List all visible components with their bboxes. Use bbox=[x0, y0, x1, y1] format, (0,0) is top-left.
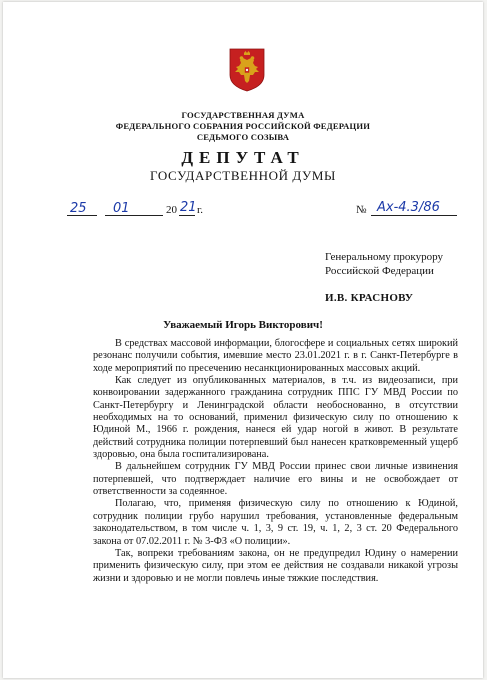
paragraph: В средствах массовой информации, блогосфере и социальных сетях широкий резонанс получили события, имевшие место 23.01.2021 г. в г. Санкт-Петербурге в ходе мероприятий по пресечению несанкционированных массовых акций. bbox=[93, 338, 458, 374]
number-label: № bbox=[356, 204, 367, 216]
date-year-unit: г. bbox=[197, 204, 204, 216]
letterhead-title: ДЕПУТАТ bbox=[181, 148, 305, 167]
recipient-title-line2: Российской Федерации bbox=[325, 265, 434, 277]
letter-body bbox=[93, 338, 458, 585]
letterhead-subtitle: ГОСУДАРСТВЕННОЙ ДУМЫ bbox=[150, 168, 336, 183]
paragraph: Как следует из опубликованных материалов, в т.ч. из видеозаписи, при конвоировании задержанного гражданина сотрудник ППС ГУ МВД России по Санкт-Петербургу и Ленинградской области необоснованно, в отсутствии необходимых на то оснований, применил физическую силу по отношению к Юдиной М., 1966 г. рождения, нанеся ей удар ногой в живот. В результате действий сотрудника полиции потерпевший был нанесен кратковременный ущерб здоровью, она была госпитализирована. bbox=[93, 375, 458, 461]
recipient-title-line1: Генеральному прокурору bbox=[325, 251, 443, 263]
russian-coat-of-arms-icon bbox=[229, 48, 265, 92]
recipient-name: И.В. КРАСНОВУ bbox=[325, 292, 414, 304]
date-year-prefix: 20 bbox=[166, 204, 177, 216]
salutation: Уважаемый Игорь Викторович! bbox=[163, 319, 323, 331]
date-day: 25 bbox=[70, 201, 87, 216]
date-year-underline bbox=[179, 215, 195, 216]
date-month: 01 bbox=[113, 201, 130, 216]
org-line-3: СЕДЬМОГО СОЗЫВА bbox=[196, 132, 290, 142]
number-underline bbox=[371, 215, 457, 216]
org-line-2: ФЕДЕРАЛЬНОГО СОБРАНИЯ РОССИЙСКОЙ ФЕДЕРАЦИИ bbox=[115, 121, 371, 131]
paragraph: Полагаю, что, применяя физическую силу по отношению к Юдиной, сотрудник полиции грубо нарушил требования, установленные федеральным законодательством, в том числе ч. 1, 3, 9 ст. 19, ч. 1, 2, 3 ст. 20 Федерального закона от 07.02.2011 г. № 3-ФЗ «О полиции». bbox=[93, 498, 458, 547]
date-year-suffix: 21 bbox=[180, 200, 197, 215]
org-line-1: ГОСУДАРСТВЕННАЯ ДУМА bbox=[181, 110, 305, 120]
document-number: Ах-4.3/86 bbox=[377, 200, 440, 215]
letter-page bbox=[3, 2, 483, 678]
paragraph: Так, вопреки требованиям закона, он не предупредил Юдину о намерении применить физическую силу, при этом ее действия не создавали никакой угрозы жизни и здоровью и не могли повлечь иные тяжкие последствия. bbox=[93, 547, 458, 584]
paragraph: В дальнейшем сотрудник ГУ МВД России принес свои личные извинения потерпевшей, что подтверждает наличие его вины и не освобождает от ответственности за содеянное. bbox=[93, 461, 458, 498]
